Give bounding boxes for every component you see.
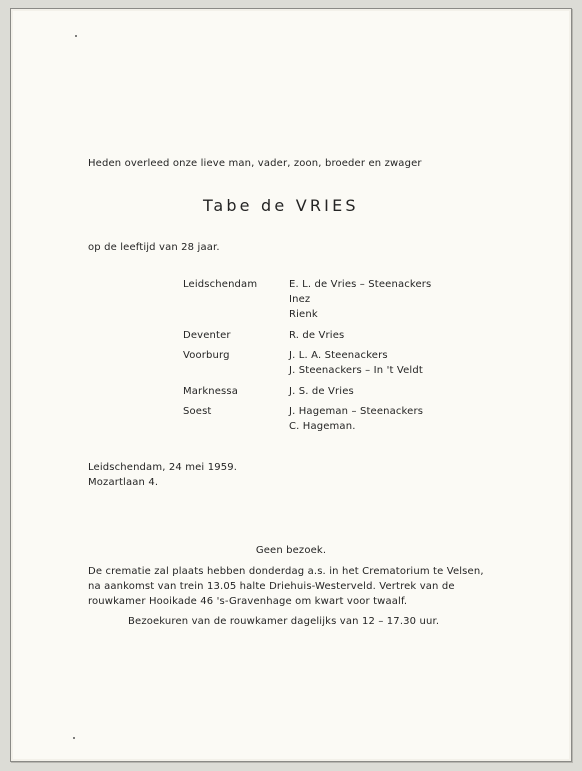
family-place: Deventer: [183, 330, 231, 341]
family-place: Voorburg: [183, 350, 230, 361]
sender-address: Mozartlaan 4.: [88, 477, 159, 488]
deceased-name: Tabe de VRIES: [203, 196, 359, 215]
family-name: Rienk: [289, 309, 318, 320]
cremation-line-3: rouwkamer Hooikade 46 's-Gravenhage om kwart voor twaalf.: [88, 596, 408, 607]
paper-speck: [75, 35, 77, 37]
family-place: Marknessa: [183, 386, 239, 397]
family-name: J. S. de Vries: [289, 386, 354, 397]
intro-text: Heden overleed onze lieve man, vader, zoon, broeder en zwager: [88, 158, 422, 169]
family-place: Soest: [183, 406, 212, 417]
visiting-hours: Bezoekuren van de rouwkamer dagelijks van 12 – 17.30 uur.: [128, 616, 440, 627]
sender-place-date: Leidschendam, 24 mei 1959.: [88, 462, 238, 473]
family-place: Leidschendam: [183, 279, 258, 290]
family-name: Inez: [289, 294, 311, 305]
cremation-line-2: na aankomst van trein 13.05 halte Driehuis-Westerveld. Vertrek van de: [88, 581, 455, 592]
no-visit-note: Geen bezoek.: [255, 545, 327, 556]
family-name: J. L. A. Steenackers: [289, 350, 388, 361]
family-name: E. L. de Vries – Steenackers: [289, 279, 432, 290]
family-name: J. Steenackers – In 't Veldt: [289, 365, 423, 376]
cremation-line-1: De crematie zal plaats hebben donderdag a.s. in het Crematorium te Velsen,: [88, 566, 484, 577]
family-name: C. Hageman.: [289, 421, 356, 432]
family-name: R. de Vries: [289, 330, 345, 341]
family-name: J. Hageman – Steenackers: [289, 406, 424, 417]
age-line: op de leeftijd van 28 jaar.: [88, 242, 220, 253]
death-announcement-card: [10, 8, 572, 762]
paper-speck: [73, 737, 75, 739]
